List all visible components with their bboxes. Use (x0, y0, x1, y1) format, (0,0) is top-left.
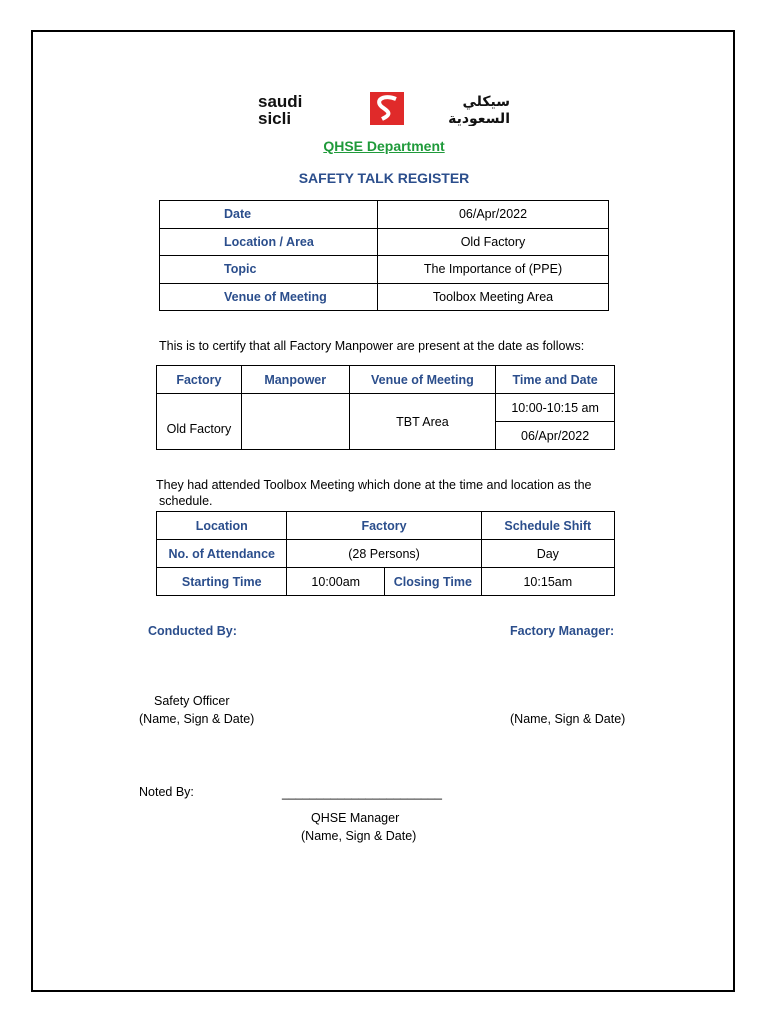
attendance-label: No. of Attendance (157, 540, 287, 568)
column-header: Time and Date (496, 366, 615, 394)
closing-time-value: 10:15am (481, 568, 614, 596)
table-row (160, 201, 609, 229)
table-row (160, 283, 609, 311)
attended-statement-line2: schedule. (159, 494, 213, 508)
logo-arabic-line1: سيكلي (462, 94, 510, 110)
safety-officer-title: Safety Officer (154, 694, 230, 708)
logo-latin-line1: saudi (258, 92, 303, 111)
meeting-info-table (159, 200, 609, 311)
info-value: The Importance of (PPE) (378, 256, 609, 284)
column-header: Venue of Meeting (349, 366, 496, 394)
table-row (157, 568, 615, 596)
factory-label: Factory (287, 512, 481, 540)
page-title: SAFETY TALK REGISTER (298, 170, 470, 186)
location-label: Location (157, 512, 287, 540)
table-row (157, 512, 615, 540)
attended-statement-line1: They had attended Toolbox Meeting which done at the time and location as the (156, 478, 592, 492)
safety-officer-name-sign-date: (Name, Sign & Date) (139, 712, 255, 726)
info-value: 06/Apr/2022 (378, 201, 609, 229)
qhse-manager-name-sign-date: (Name, Sign & Date) (301, 829, 417, 843)
info-label: Location / Area (160, 228, 378, 256)
signature-line: _______________________ (282, 786, 442, 800)
factory-manager-label: Factory Manager: (510, 624, 615, 638)
closing-time-label: Closing Time (385, 568, 482, 596)
company-logo (258, 92, 510, 126)
logo-latin-line2: sicli (258, 109, 292, 126)
qhse-manager-title: QHSE Manager (311, 811, 400, 825)
department-heading: QHSE Department (323, 138, 445, 154)
manpower-table (156, 365, 615, 450)
factory-manager-name-sign-date: (Name, Sign & Date) (510, 712, 626, 726)
noted-by-label: Noted By: (139, 785, 194, 799)
table-row (160, 256, 609, 284)
info-label: Date (160, 201, 378, 229)
table-row (160, 228, 609, 256)
table-header-row (157, 366, 615, 394)
info-label: Venue of Meeting (160, 283, 378, 311)
column-header: Manpower (241, 366, 349, 394)
shift-value: Day (481, 540, 614, 568)
venue-cell: TBT Area (349, 394, 496, 450)
conducted-by-label: Conducted By: (148, 624, 237, 638)
column-header: Factory (157, 366, 242, 394)
table-row (157, 540, 615, 568)
info-value: Toolbox Meeting Area (378, 283, 609, 311)
factory-cell: Old Factory (157, 394, 242, 450)
attendance-value: (28 Persons) (287, 540, 481, 568)
info-value: Old Factory (378, 228, 609, 256)
table-row (157, 394, 615, 422)
info-label: Topic (160, 256, 378, 284)
certify-statement: This is to certify that all Factory Manpower are present at the date as follows: (159, 339, 585, 353)
schedule-table (156, 511, 615, 596)
time-cell: 10:00-10:15 am (496, 394, 615, 422)
manpower-cell (241, 394, 349, 450)
starting-time-value: 10:00am (287, 568, 385, 596)
schedule-shift-label: Schedule Shift (481, 512, 614, 540)
date-cell: 06/Apr/2022 (496, 422, 615, 450)
starting-time-label: Starting Time (157, 568, 287, 596)
logo-arabic-line2: السعودية (448, 111, 510, 126)
